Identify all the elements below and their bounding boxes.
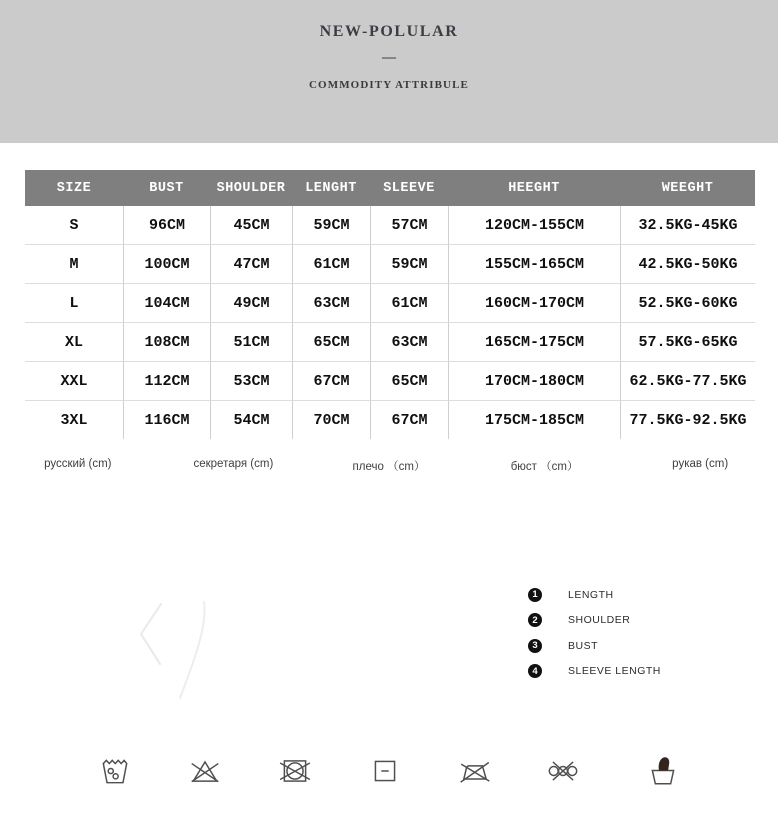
- cell-length: 70CM: [292, 401, 370, 439]
- col-header-bust: BUST: [149, 180, 184, 196]
- cell-shoulder: 54CM: [210, 401, 292, 439]
- unit-label: секретаря (cm): [193, 458, 274, 470]
- unit-label: русский (cm): [44, 458, 112, 470]
- cell-bust: 100CM: [123, 245, 210, 283]
- legend-label: SLEEVE LENGTH: [568, 665, 661, 678]
- cell-sleeve: 57CM: [370, 206, 448, 244]
- table-row: [25, 244, 755, 283]
- cell-weight: 57.5KG-65KG: [620, 323, 755, 361]
- col-header-height: HEEGHT: [508, 180, 560, 196]
- cell-bust: 116CM: [123, 401, 210, 439]
- cell-weight: 77.5KG-92.5KG: [620, 401, 755, 439]
- unit-label: рукав (cm): [672, 458, 729, 470]
- cell-size: 3XL: [60, 411, 88, 429]
- col-header-sleeve: SLEEVE: [383, 180, 435, 196]
- legend-item: [528, 659, 661, 685]
- cell-height: 160CM-170CM: [448, 284, 620, 322]
- cell-sleeve: 67CM: [370, 401, 448, 439]
- header-banner: [0, 0, 778, 143]
- cell-sleeve: 61CM: [370, 284, 448, 322]
- circled-number-2-icon: 2: [528, 613, 542, 627]
- cell-shoulder: 51CM: [210, 323, 292, 361]
- measure-legend: [528, 582, 661, 684]
- table-row: [25, 361, 755, 400]
- cell-bust: 104CM: [123, 284, 210, 322]
- cell-sleeve: 65CM: [370, 362, 448, 400]
- cell-height: 165CM-175CM: [448, 323, 620, 361]
- col-header-length: LENGHT: [305, 180, 357, 196]
- cell-height: 175CM-185CM: [448, 401, 620, 439]
- cell-shoulder: 53CM: [210, 362, 292, 400]
- legend-label: BUST: [568, 639, 599, 652]
- size-table: [25, 170, 755, 439]
- do-not-wring-icon: [546, 754, 580, 788]
- cell-height: 155CM-165CM: [448, 245, 620, 283]
- cell-sleeve: 63CM: [370, 323, 448, 361]
- legend-label: LENGTH: [568, 588, 614, 601]
- cell-length: 59CM: [292, 206, 370, 244]
- col-header-shoulder: SHOULDER: [216, 180, 286, 196]
- cell-length: 61CM: [292, 245, 370, 283]
- cell-height: 120CM-155CM: [448, 206, 620, 244]
- size-table-header-row: [25, 170, 755, 206]
- unit-labels-row: [0, 458, 778, 474]
- legend-label: SHOULDER: [568, 614, 631, 627]
- care-icons-row: [0, 754, 778, 794]
- legend-item: [528, 582, 661, 608]
- cell-bust: 112CM: [123, 362, 210, 400]
- dry-flat-icon: [368, 754, 402, 788]
- col-header-size: SIZE: [56, 180, 92, 196]
- legend-item: [528, 633, 661, 659]
- cell-size: M: [69, 255, 79, 273]
- cell-shoulder: 45CM: [210, 206, 292, 244]
- unit-label: бюст （cm）: [510, 461, 579, 473]
- do-not-tumble-dry-icon: [278, 754, 312, 788]
- do-not-bleach-icon: [188, 754, 222, 788]
- brand-title: NEW-POLULAR: [319, 23, 459, 40]
- wash-icon: [98, 754, 132, 788]
- unit-label: плечо （cm）: [352, 461, 426, 473]
- cell-size: S: [69, 216, 79, 234]
- circled-number-4-icon: 4: [528, 664, 542, 678]
- circled-number-3-icon: 3: [528, 639, 542, 653]
- cell-weight: 42.5KG-50KG: [620, 245, 755, 283]
- circled-number-1-icon: 1: [528, 588, 542, 602]
- table-row: [25, 283, 755, 322]
- do-not-iron-icon: [458, 754, 492, 788]
- cell-length: 63CM: [292, 284, 370, 322]
- cell-height: 170CM-180CM: [448, 362, 620, 400]
- hand-wash-icon: [646, 754, 680, 788]
- header-subtitle: COMMODITY ATTRIBULE: [309, 79, 469, 91]
- cell-length: 65CM: [292, 323, 370, 361]
- faint-garment-sketch: [128, 598, 248, 713]
- cell-size: XXL: [60, 372, 88, 390]
- cell-bust: 108CM: [123, 323, 210, 361]
- cell-bust: 96CM: [123, 206, 210, 244]
- divider-dash: —: [382, 50, 396, 65]
- cell-weight: 32.5KG-45KG: [620, 206, 755, 244]
- table-row: [25, 400, 755, 439]
- cell-sleeve: 59CM: [370, 245, 448, 283]
- cell-length: 67CM: [292, 362, 370, 400]
- cell-size: L: [69, 294, 79, 312]
- col-header-weight: WEEGHT: [661, 180, 714, 196]
- table-row: [25, 206, 755, 244]
- cell-shoulder: 49CM: [210, 284, 292, 322]
- cell-weight: 52.5KG-60KG: [620, 284, 755, 322]
- cell-size: XL: [64, 333, 83, 351]
- legend-item: [528, 608, 661, 634]
- cell-weight: 62.5KG-77.5KG: [620, 362, 755, 400]
- cell-shoulder: 47CM: [210, 245, 292, 283]
- table-row: [25, 322, 755, 361]
